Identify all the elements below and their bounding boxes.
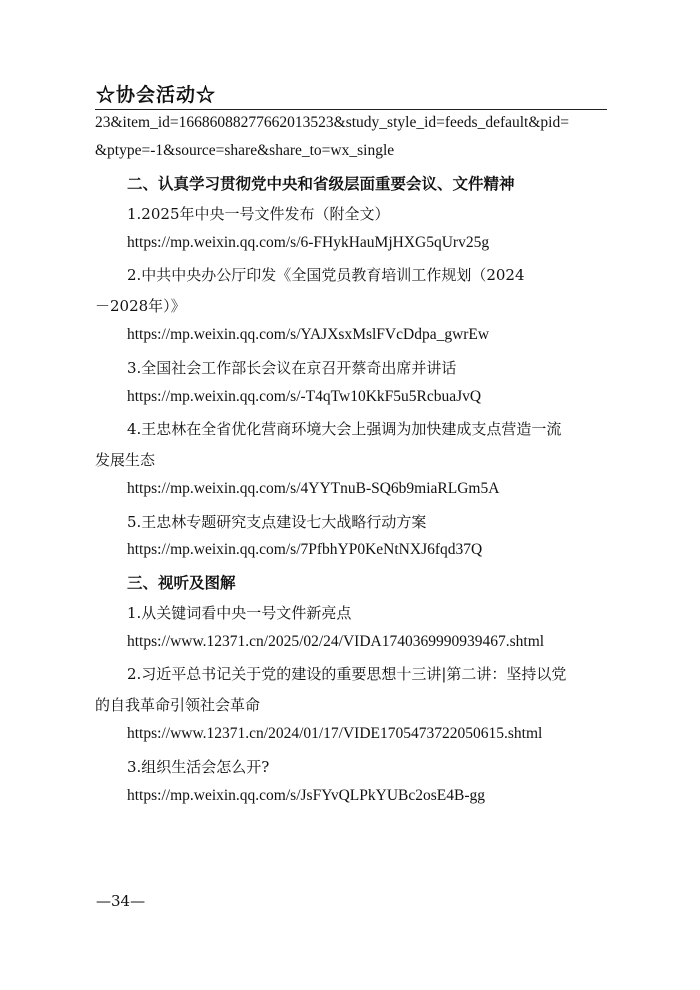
link-url[interactable]: https://www.12371.cn/2025/02/24/VIDA1740369990939467.shtml xyxy=(127,633,545,650)
link-url[interactable]: https://mp.weixin.qq.com/s/4YYTnuB-SQ6b9miaRLGm5A xyxy=(127,480,500,497)
link-url[interactable]: https://mp.weixin.qq.com/s/7PfbhYP0KeNtNXJ6fqd37Q xyxy=(127,541,483,558)
list-item-title-continued: 发展生态 xyxy=(95,451,156,469)
link-url[interactable]: https://www.12371.cn/2024/01/17/VIDE1705473722050615.shtml xyxy=(127,725,543,742)
link-url[interactable]: https://mp.weixin.qq.com/s/6-FHykHauMjHXG5qUrv25g xyxy=(127,234,490,251)
section-heading-3: 三、视听及图解 xyxy=(127,574,236,592)
list-item-title: 4.王忠林在全省优化营商环境大会上强调为加快建成支点营造一流 xyxy=(127,420,562,438)
list-item-title: 3.组织生活会怎么开? xyxy=(127,758,270,776)
list-item-title: 1.从关键词看中央一号文件新亮点 xyxy=(127,604,352,622)
list-item-title-continued: 的自我革命引领社会革命 xyxy=(95,696,261,714)
list-item-title: 1.2025年中央一号文件发布（附全文） xyxy=(127,205,390,223)
link-url[interactable]: https://mp.weixin.qq.com/s/-T4qTw10KkF5u5RcbuaJvQ xyxy=(127,388,482,405)
list-item-title: 5.王忠林专题研究支点建设七大战略行动方案 xyxy=(127,513,427,531)
url-continuation-line: 23&item_id=16686088277662013523&study_style_id=feeds_default&pid= xyxy=(95,114,569,131)
list-item-title: 2.习近平总书记关于党的建设的重要思想十三讲|第二讲：坚持以党 xyxy=(127,665,567,683)
url-continuation-line: &ptype=-1&source=share&share_to=wx_single xyxy=(95,142,395,159)
list-item-title: 2.中共中央办公厅印发《全国党员教育培训工作规划（2024 xyxy=(127,266,525,284)
list-item-title-continued: －2028年）》 xyxy=(95,297,186,315)
link-url[interactable]: https://mp.weixin.qq.com/s/YAJXsxMslFVcDdpa_gwrEw xyxy=(127,326,490,343)
link-url[interactable]: https://mp.weixin.qq.com/s/JsFYvQLPkYUBc2osE4B-gg xyxy=(127,787,485,804)
list-item-title: 3.全国社会工作部长会议在京召开蔡奇出席并讲话 xyxy=(127,359,457,377)
section-heading-2: 二、认真学习贯彻党中央和省级层面重要会议、文件精神 xyxy=(127,175,515,193)
header-divider xyxy=(95,109,607,110)
page-number: —34— xyxy=(96,892,146,910)
page-header-title: ☆协会活动☆ xyxy=(96,84,217,106)
